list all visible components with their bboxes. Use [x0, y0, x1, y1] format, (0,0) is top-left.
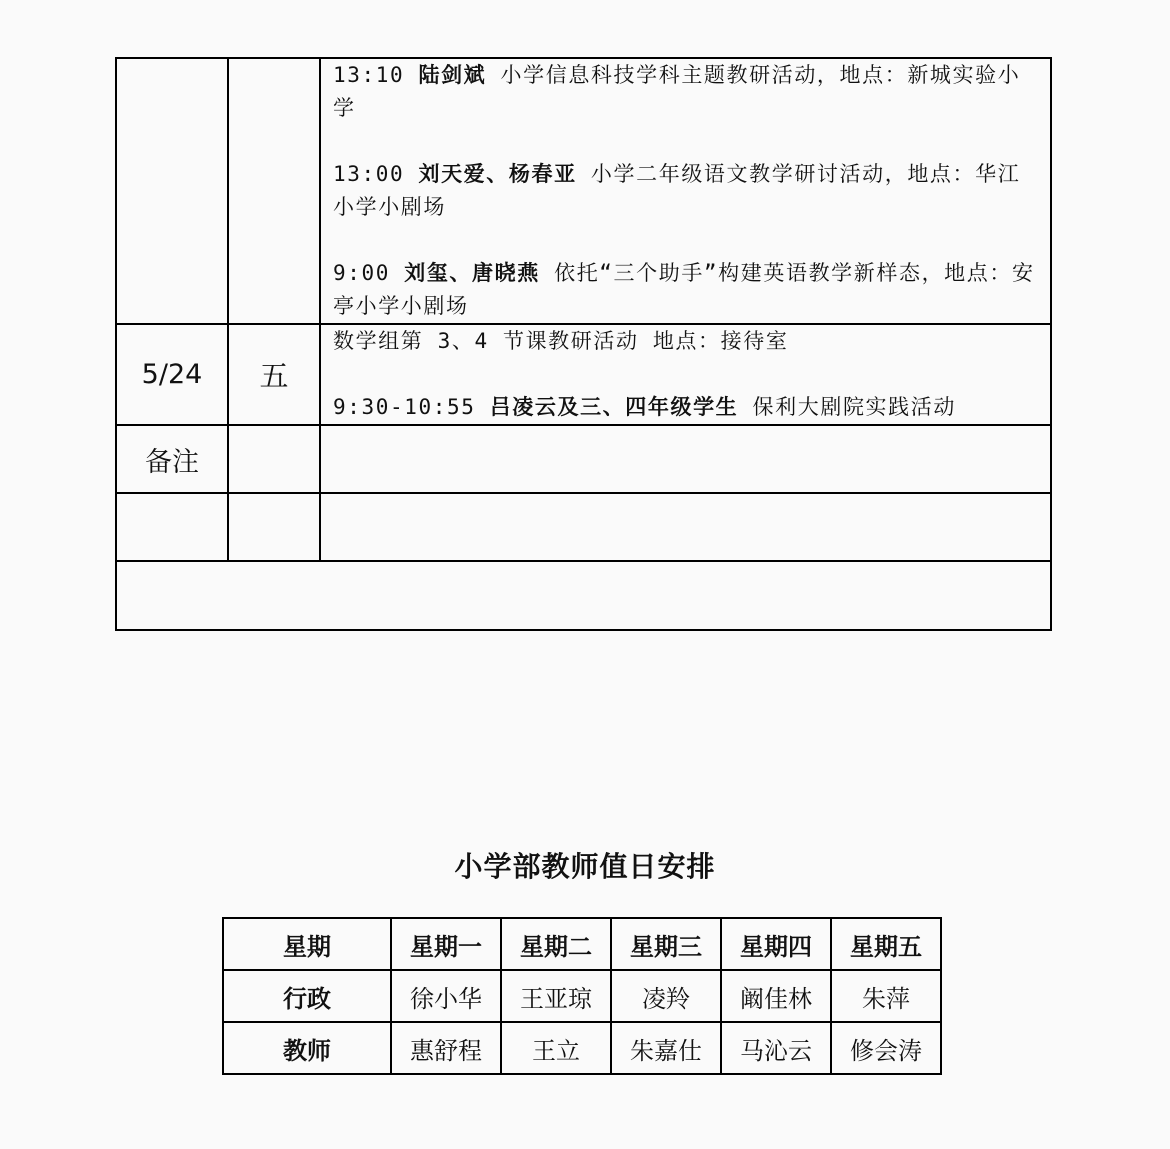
activity-time: 9:00 [333, 261, 390, 285]
activity-desc: 小学信息科技学科主题教研活动，地点：新城实验小学 [333, 63, 1021, 120]
date-cell: 5/24 [116, 324, 228, 425]
activity-item [333, 59, 1040, 125]
activity-people: 陆剑斌 [418, 63, 487, 87]
activity-time: 13:00 [333, 162, 405, 186]
activity-people: 刘玺、唐晓燕 [404, 261, 540, 285]
duty-name-cell: 徐小华 [391, 970, 501, 1022]
activity-desc: 保利大剧院实践活动 [752, 395, 956, 419]
activity-people: 吕凌云及三、四年级学生 [489, 395, 739, 419]
weekday-cell [228, 58, 320, 324]
empty-row [116, 561, 1051, 630]
schedule-row [116, 58, 1051, 324]
duty-name-cell: 王亚琼 [501, 970, 611, 1022]
empty-cell [116, 493, 228, 561]
duty-header-cell: 星期三 [611, 918, 721, 970]
duty-row-label: 教师 [223, 1022, 391, 1074]
activity-item [333, 391, 1040, 424]
duty-header-row [223, 918, 941, 970]
activity-item [333, 325, 1040, 358]
weekly-schedule-table [115, 57, 1052, 631]
empty-cell [116, 561, 1051, 630]
activity-people: 刘天爱、杨春亚 [418, 162, 577, 186]
duty-header-cell: 星期 [223, 918, 391, 970]
empty-row [116, 493, 1051, 561]
activity-time: 13:10 [333, 63, 405, 87]
empty-cell [228, 493, 320, 561]
duty-name-cell: 马沁云 [721, 1022, 831, 1074]
empty-cell [320, 493, 1051, 561]
duty-title: 小学部教师值日安排 [454, 850, 716, 883]
duty-name-cell: 惠舒程 [391, 1022, 501, 1074]
duty-header-cell: 星期一 [391, 918, 501, 970]
duty-header-cell: 星期四 [721, 918, 831, 970]
duty-table [222, 917, 942, 1075]
duty-name-cell: 王立 [501, 1022, 611, 1074]
duty-row-label: 行政 [223, 970, 391, 1022]
activity-desc: 数学组第 3、4 节课教研活动 地点：接待室 [333, 329, 789, 353]
duty-name-cell: 凌羚 [611, 970, 721, 1022]
activity-time: 9:30-10:55 [333, 395, 476, 419]
empty-cell [320, 425, 1051, 493]
duty-name-cell: 朱萍 [831, 970, 941, 1022]
weekday-cell: 五 [228, 324, 320, 425]
activity-desc: 小学二年级语文教学研讨活动，地点：华江小学小剧场 [333, 162, 1021, 219]
empty-cell [228, 425, 320, 493]
activities-cell [320, 324, 1051, 425]
duty-header-cell: 星期二 [501, 918, 611, 970]
duty-header-cell: 星期五 [831, 918, 941, 970]
duty-row [223, 970, 941, 1022]
date-cell [116, 58, 228, 324]
duty-name-cell: 修会涛 [831, 1022, 941, 1074]
activity-item [333, 158, 1040, 224]
activity-desc: 依托“三个助手”构建英语教学新样态，地点：安亭小学小剧场 [333, 261, 1035, 318]
activities-cell [320, 58, 1051, 324]
activity-item [333, 257, 1040, 323]
duty-row [223, 1022, 941, 1074]
schedule-row [116, 324, 1051, 425]
duty-name-cell: 朱嘉仕 [611, 1022, 721, 1074]
duty-name-cell: 阚佳林 [721, 970, 831, 1022]
remark-row [116, 425, 1051, 493]
remark-label: 备注 [116, 425, 228, 493]
